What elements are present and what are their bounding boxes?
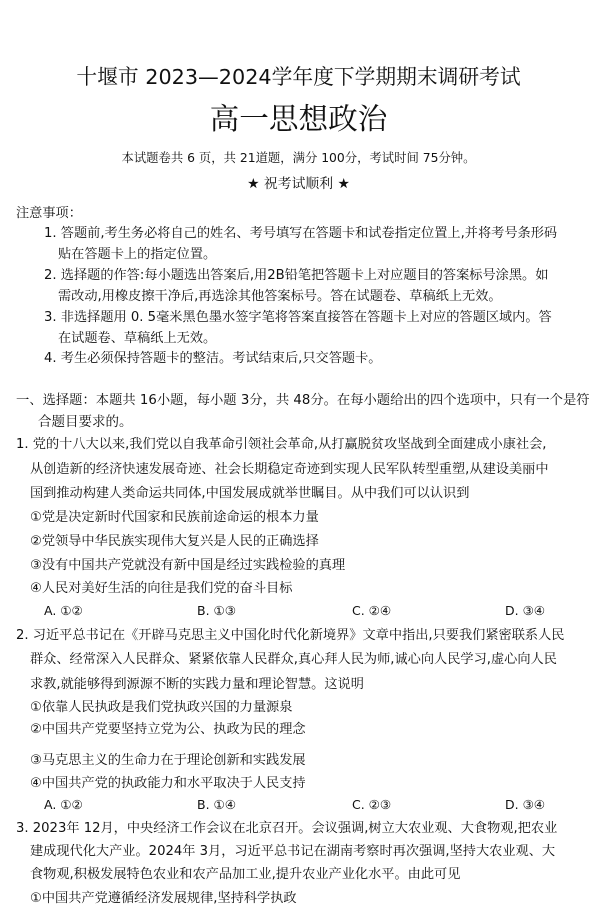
question-2-option-d: D. ③④ <box>505 797 545 812</box>
question-3-statement: ①中国共产党遵循经济发展规律,坚持科学执政 <box>30 891 297 906</box>
notice-item-3-cont: 在试题卷、草稿纸上无效。 <box>58 331 217 346</box>
question-2-statement: ③马克思主义的生命力在于理论创新和实践发展 <box>30 753 306 768</box>
question-2-statement: ②中国共产党要坚持立党为公、执政为民的理念 <box>30 722 306 737</box>
question-2-statement: ④中国共产党的执政能力和水平取决于人民支持 <box>30 776 306 791</box>
question-2-stem-cont: 求教,就能够得到源源不断的实践力量和理论智慧。这说明 <box>30 677 364 692</box>
question-2-stem: 2. 习近平总书记在《开辟马克思主义中国化时代化新境界》文章中指出,只要我们紧密联系人民 <box>16 628 565 643</box>
question-1-option-c: C. ②④ <box>352 603 392 618</box>
notice-item-4: 4. 考生必须保持答题卡的整洁。考试结束后,只交答题卡。 <box>44 351 382 366</box>
notice-item-1-cont: 贴在答题卡上的指定位置。 <box>58 247 217 262</box>
question-3-stem-cont: 建成现代化大产业。2024年 3月，习近平总书记在湖南考察时再次强调,坚持大农业观、大 <box>30 844 556 859</box>
question-1-option-a: A. ①② <box>44 603 83 618</box>
notice-item-3: 3. 非选择题用 0. 5毫米黑色墨水签字笔将答案直接答在答题卡上对应的答题区域内。答 <box>44 310 552 325</box>
question-2-option-a: A. ①② <box>44 797 83 812</box>
question-1-stem-cont: 国到推动构建人类命运共同体,中国发展成就举世瞩目。从中我们可以认识到 <box>30 486 470 501</box>
question-1-option-d: D. ③④ <box>505 603 545 618</box>
question-1-stem: 1. 党的十八大以来,我们党以自我革命引领社会革命,从打赢脱贫攻坚战到全面建成小康社会, <box>16 437 547 452</box>
question-2-stem-cont: 群众、经常深入人民群众、紧紧依靠人民群众,真心拜人民为师,诚心向人民学习,虚心向人民 <box>30 652 557 667</box>
notice-item-1: 1. 答题前,考生务必将自己的姓名、考号填写在答题卡和试卷指定位置上,并将考号条形码 <box>44 226 558 241</box>
section-heading: 一、选择题：本题共 16小题，每小题 3分，共 48分。在每小题给出的四个选项中，只有一个是符 <box>16 393 590 408</box>
question-1-stem-cont: 从创造新的经济快速发展奇迹、社会长期稳定奇迹到实现人民军队转型重塑,从建设美丽中 <box>30 462 549 477</box>
notice-item-2: 2. 选择题的作答:每小题选出答案后,用2B铅笔把答题卡上对应题目的答案标号涂黑。如 <box>44 268 549 283</box>
section-heading-cont: 合题目要求的。 <box>38 414 133 430</box>
blessing-line: ★ 祝考试顺利 ★ <box>247 176 350 192</box>
question-1-option-b: B. ①③ <box>197 603 236 618</box>
question-2-statement: ①依靠人民执政是我们党执政兴国的力量源泉 <box>30 700 293 715</box>
question-3-stem-cont: 食物观,积极发展特色农业和农产品加工业,提升农业产业化水平。由此可见 <box>30 867 461 882</box>
question-1-statement: ①党是决定新时代国家和民族前途命运的根本力量 <box>30 510 319 525</box>
notice-label: 注意事项： <box>16 206 82 221</box>
question-1-statement: ③没有中国共产党就没有新中国是经过实践检验的真理 <box>30 558 346 573</box>
notice-item-2-cont: 需改动,用橡皮擦干净后,再选涂其他答案标号。答在试题卷、草稿纸上无效。 <box>58 289 502 304</box>
question-2-option-c: C. ②③ <box>352 797 392 812</box>
exam-title: 十堰市 2023—2024学年度下学期期末调研考试 <box>76 65 521 89</box>
question-3-stem: 3. 2023年 12月，中央经济工作会议在北京召开。会议强调,树立大农业观、大食物观,把农业 <box>16 821 558 836</box>
subject-title: 高一思想政治 <box>209 101 388 136</box>
question-1-statement: ②党领导中华民族实现伟大复兴是人民的正确选择 <box>30 534 319 549</box>
exam-info: 本试题卷共 6 页，共 21道题，满分 100分，考试时间 75分钟。 <box>121 151 476 165</box>
question-2-option-b: B. ①④ <box>197 797 236 812</box>
question-1-statement: ④人民对美好生活的向往是我们党的奋斗目标 <box>30 581 293 596</box>
